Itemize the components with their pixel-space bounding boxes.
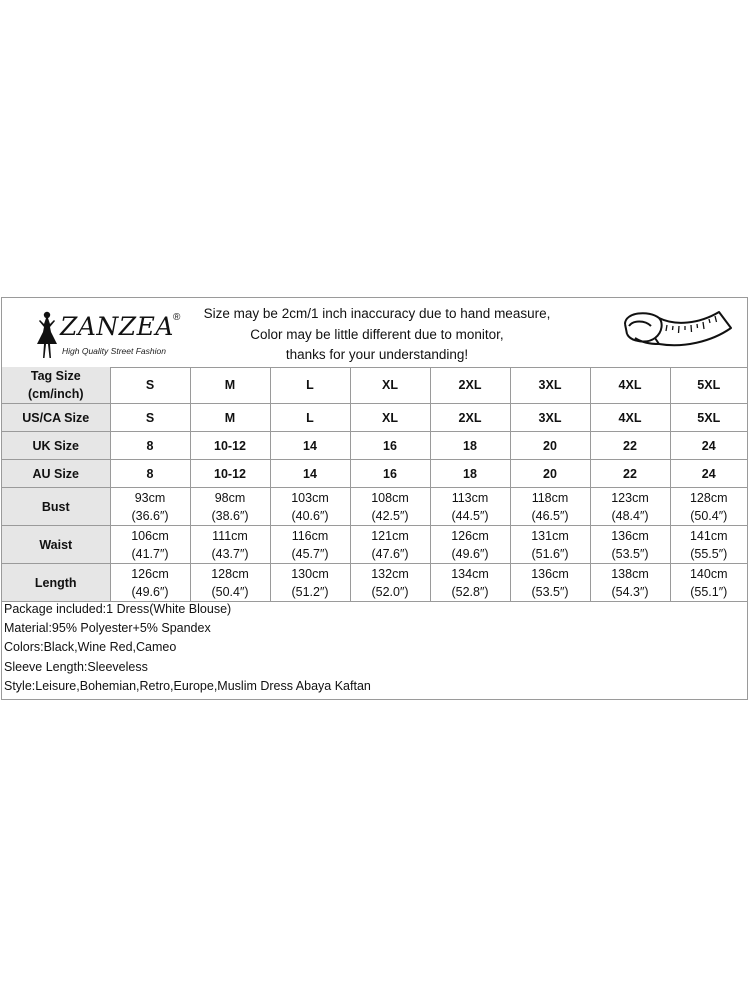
detail-line: Material:95% Polyester+5% Spandex (4, 621, 211, 636)
table-cell: 118cm (46.5″) (510, 488, 590, 526)
table-row (2, 404, 747, 432)
table-cell: 93cm (36.6″) (110, 488, 190, 526)
table-cell: 123cm (48.4″) (590, 488, 670, 526)
table-row (2, 564, 747, 602)
table-cell: 111cm (43.7″) (190, 526, 270, 564)
table-cell: 131cm (51.6″) (510, 526, 590, 564)
size-table (2, 367, 747, 602)
brand-tagline: High Quality Street Fashion (62, 346, 166, 356)
size-table-body (2, 367, 747, 602)
table-cell: 141cm (55.5″) (670, 526, 747, 564)
table-cell: 24 (670, 460, 747, 488)
table-cell: 18 (430, 460, 510, 488)
registered-mark: ® (173, 312, 181, 323)
size-chart-header (2, 298, 747, 368)
table-row (2, 460, 747, 488)
table-cell: 2XL (430, 404, 510, 432)
table-cell: 136cm (53.5″) (590, 526, 670, 564)
notice-line: Color may be little different due to monitor, (250, 326, 504, 342)
table-cell: 5XL (670, 367, 747, 404)
notice-line: Size may be 2cm/1 inch inaccuracy due to hand measure, (203, 306, 551, 321)
table-cell: 106cm (41.7″) (110, 526, 190, 564)
detail-line: Style:Leisure,Bohemian,Retro,Europe,Muslim Dress Abaya Kaftan (4, 678, 371, 693)
table-cell: XL (350, 367, 430, 404)
table-cell: M (190, 404, 270, 432)
table-row (2, 432, 747, 460)
table-cell: 22 (590, 432, 670, 460)
woman-silhouette-icon (34, 310, 60, 362)
table-cell: 130cm (51.2″) (270, 564, 350, 602)
table-cell: 3XL (510, 367, 590, 404)
table-cell: S (110, 404, 190, 432)
table-cell: 128cm (50.4″) (190, 564, 270, 602)
table-cell: 16 (350, 460, 430, 488)
table-cell: 4XL (590, 367, 670, 404)
table-cell: 126cm (49.6″) (110, 564, 190, 602)
table-cell: 138cm (54.3″) (590, 564, 670, 602)
table-cell: M (190, 367, 270, 404)
table-cell: 14 (270, 460, 350, 488)
table-cell: 18 (430, 432, 510, 460)
detail-line: Sleeve Length:Sleeveless (4, 659, 148, 674)
table-cell: 108cm (42.5″) (350, 488, 430, 526)
row-label: Length (2, 564, 110, 602)
table-cell: 10-12 (190, 432, 270, 460)
detail-line: Package included:1 Dress(White Blouse) (4, 602, 232, 616)
size-chart-sheet (1, 297, 748, 700)
table-cell: 22 (590, 460, 670, 488)
table-cell: 103cm (40.6″) (270, 488, 350, 526)
table-cell: 16 (350, 432, 430, 460)
table-cell: 5XL (670, 404, 747, 432)
table-cell: 3XL (510, 404, 590, 432)
product-details (4, 600, 371, 696)
table-cell: 134cm (52.8″) (430, 564, 510, 602)
table-cell: L (270, 367, 350, 404)
notice-line: thanks for your understanding! (285, 347, 469, 362)
measuring-tape-icon (619, 302, 737, 364)
table-cell: 20 (510, 432, 590, 460)
table-cell: 20 (510, 460, 590, 488)
table-cell: 14 (270, 432, 350, 460)
table-cell: 24 (670, 432, 747, 460)
brand-logo (32, 306, 192, 362)
row-label: AU Size (2, 460, 110, 488)
table-cell: L (270, 404, 350, 432)
table-row (2, 367, 747, 404)
table-cell: 113cm (44.5″) (430, 488, 510, 526)
table-cell: 98cm (38.6″) (190, 488, 270, 526)
row-label: US/CA Size (2, 404, 110, 432)
table-cell: 140cm (55.1″) (670, 564, 747, 602)
table-cell: 136cm (53.5″) (510, 564, 590, 602)
table-cell: S (110, 367, 190, 404)
brand-name: ZANZEA (60, 312, 174, 341)
row-label: Bust (2, 488, 110, 526)
table-cell: 8 (110, 460, 190, 488)
table-cell: 126cm (49.6″) (430, 526, 510, 564)
table-row (2, 526, 747, 564)
table-cell: 116cm (45.7″) (270, 526, 350, 564)
row-label: Waist (2, 526, 110, 564)
measurement-notice (192, 304, 562, 366)
table-cell: 128cm (50.4″) (670, 488, 747, 526)
table-cell: XL (350, 404, 430, 432)
detail-line: Colors:Black,Wine Red,Cameo (4, 640, 177, 655)
table-cell: 8 (110, 432, 190, 460)
row-label: Tag Size (cm/inch) (2, 367, 110, 404)
table-cell: 121cm (47.6″) (350, 526, 430, 564)
table-cell: 4XL (590, 404, 670, 432)
row-label: UK Size (2, 432, 110, 460)
table-cell: 2XL (430, 367, 510, 404)
table-cell: 132cm (52.0″) (350, 564, 430, 602)
table-cell: 10-12 (190, 460, 270, 488)
table-row (2, 488, 747, 526)
